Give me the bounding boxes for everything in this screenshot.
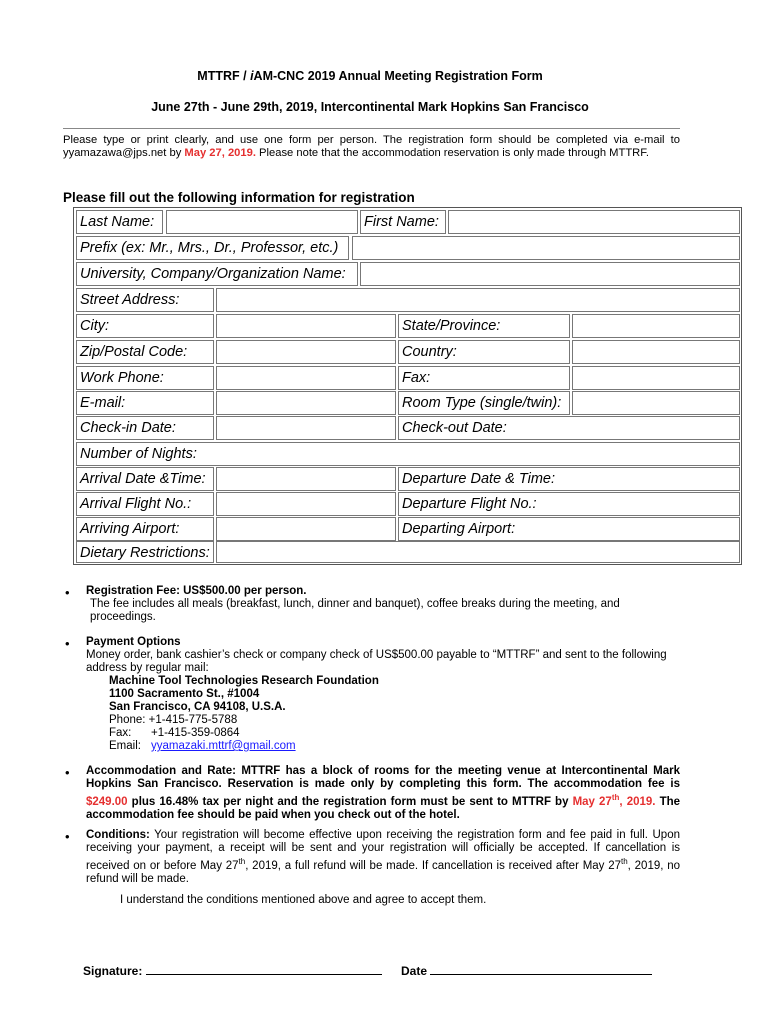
address-street: 1100 Sacramento St., #1004 <box>109 688 260 700</box>
last-name-field[interactable] <box>166 210 358 234</box>
date-label: Date <box>401 964 428 978</box>
work-phone-field[interactable] <box>216 366 396 390</box>
checkin-field[interactable] <box>216 416 396 440</box>
signature-block <box>83 962 382 978</box>
email-field[interactable] <box>216 391 396 415</box>
checkout-label: Check-out Date: <box>398 416 740 440</box>
departing-airport-label: Departing Airport: <box>398 517 740 541</box>
state-field[interactable] <box>572 314 740 338</box>
email-label: E-mail: <box>76 391 214 415</box>
divider <box>63 128 680 129</box>
state-label: State/Province: <box>398 314 570 338</box>
prefix-label: Prefix (ex: Mr., Mrs., Dr., Professor, etc.) <box>76 236 349 260</box>
form-title: MTTRF / iAM-CNC 2019 Annual Meeting Registration Form <box>197 69 543 83</box>
checkin-label: Check-in Date: <box>76 416 214 440</box>
payment-heading: Payment Options <box>86 636 181 648</box>
departure-flight-label: Departure Flight No.: <box>398 492 740 516</box>
arriving-airport-field[interactable] <box>216 517 396 541</box>
zip-field[interactable] <box>216 340 396 364</box>
bullet-icon: • <box>65 585 70 600</box>
intro-text: Please type or print clearly, and use one form per person. The registration form should be completed via e-mail to yyamazawa@jps.net by May 27, 2019. Please note that the accommodation reservation is only made through MTTRF. <box>63 134 680 159</box>
date-line[interactable] <box>430 962 652 975</box>
fax-field[interactable] <box>572 366 740 390</box>
fax-value: +1-415-359-0864 <box>151 727 240 739</box>
organization-field[interactable] <box>360 262 740 286</box>
last-name-label: Last Name: <box>76 210 163 234</box>
agreement-text: I understand the conditions mentioned above and agree to accept them. <box>120 894 487 906</box>
email-address-label: Email: <box>109 740 141 752</box>
accommodation-deadline: May 27th, 2019. <box>572 793 656 808</box>
room-type-field[interactable] <box>572 391 740 415</box>
date-block <box>401 962 652 978</box>
zip-label: Zip/Postal Code: <box>76 340 214 364</box>
address-city: San Francisco, CA 94108, U.S.A. <box>109 701 286 713</box>
email-link[interactable]: yyamazaki.mttrf@gmail.com <box>151 740 296 752</box>
organization-label: University, Company/Organization Name: <box>76 262 358 286</box>
address-org: Machine Tool Technologies Research Foundation <box>109 675 379 687</box>
fax-label: Fax: <box>398 366 570 390</box>
country-label: Country: <box>398 340 570 364</box>
form-heading: Please fill out the following information for registration <box>63 190 415 205</box>
registration-grid <box>73 207 742 565</box>
work-phone-label: Work Phone: <box>76 366 214 390</box>
street-field[interactable] <box>216 288 740 312</box>
phone-value: +1-415-775-5788 <box>148 714 238 726</box>
fee-heading: Registration Fee: US$500.00 per person. <box>86 585 307 597</box>
bullet-icon: • <box>65 636 70 651</box>
prefix-field[interactable] <box>352 236 740 260</box>
fee-section <box>86 585 680 624</box>
first-name-field[interactable] <box>448 210 740 234</box>
arrival-flight-field[interactable] <box>216 492 396 516</box>
fee-text: The fee includes all meals (breakfast, lunch, dinner and banquet), coffee breaks during the meeting, and proceedings. <box>90 598 620 623</box>
departure-datetime-label: Departure Date & Time: <box>398 467 740 491</box>
country-field[interactable] <box>572 340 740 364</box>
signature-label: Signature: <box>83 964 143 978</box>
signature-line[interactable] <box>146 962 382 975</box>
bullet-icon: • <box>65 829 70 844</box>
city-field[interactable] <box>216 314 396 338</box>
phone-label: Phone: <box>109 714 146 726</box>
payment-section <box>86 636 680 753</box>
form-subtitle: June 27th - June 29th, 2019, Intercontinental Mark Hopkins San Francisco <box>151 100 589 114</box>
room-type-label: Room Type (single/twin): <box>398 391 570 415</box>
dietary-label: Dietary Restrictions: <box>76 541 214 563</box>
arrival-datetime-field[interactable] <box>216 467 396 491</box>
arrival-flight-label: Arrival Flight No.: <box>76 492 214 516</box>
dietary-field[interactable] <box>216 541 740 563</box>
payment-text: Money order, bank cashier’s check or company check of US$500.00 payable to “MTTRF” and sent to the following address by regular mail: <box>86 649 667 674</box>
bullet-icon: • <box>65 765 70 780</box>
street-label: Street Address: <box>76 288 214 312</box>
nights-label: Number of Nights: <box>76 442 740 466</box>
arriving-airport-label: Arriving Airport: <box>76 517 214 541</box>
fax-address-label: Fax: <box>109 727 132 739</box>
room-rate: $249.00 <box>86 795 128 808</box>
accommodation-section: Accommodation and Rate: MTTRF has a block of rooms for the meeting venue at Intercontinental Mark Hopkins San Francisco. Reservation is made only by completing this form. The accommodation fee is $249.00 plus 16.48% tax per night and the registration form must be sent to MTTRF by May 27th, 2019. The accommodation fee should be paid when you check out of the hotel. <box>86 765 681 821</box>
city-label: City: <box>76 314 214 338</box>
conditions-section: Conditions: Your registration will become effective upon receiving the registration form and fee paid in full. Upon receiving your payment, a receipt will be sent and your registration will officially be accepted. If cancellation is received on or before May 27th, 2019, a full refund will be made. If cancellation is received after May 27th, 2019, no refund will be made. <box>86 829 681 885</box>
arrival-datetime-label: Arrival Date &Time: <box>76 467 214 491</box>
first-name-label: First Name: <box>360 210 446 234</box>
